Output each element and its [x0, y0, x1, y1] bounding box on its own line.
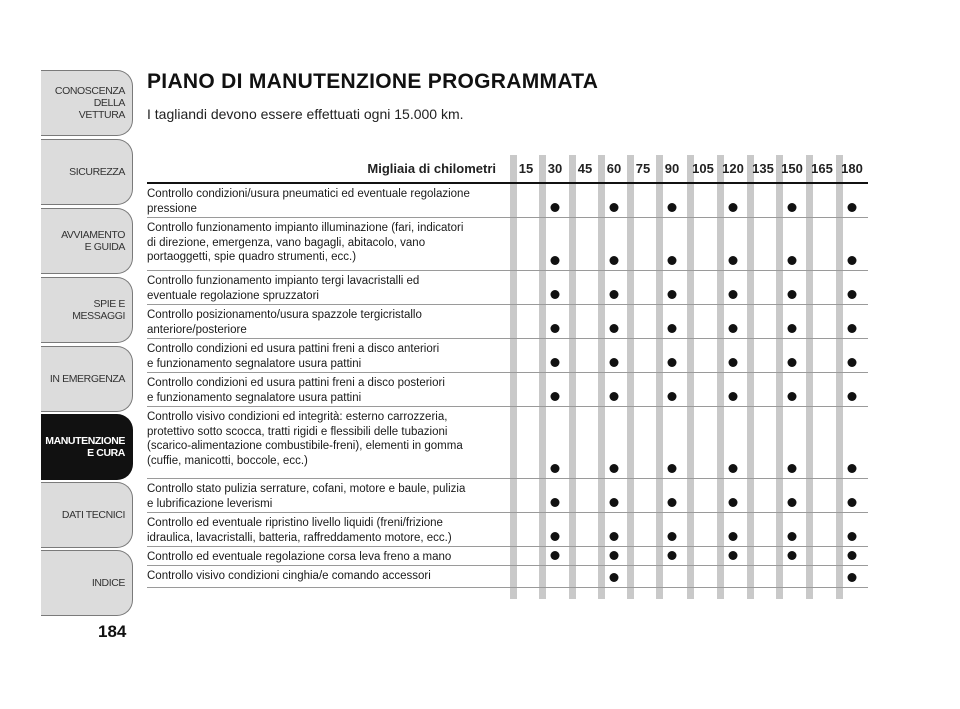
row-operation-text: Controllo stato pulizia serrature, cofani, motore e baule, pulizia e lubrificazione leverismi [147, 483, 466, 510]
check-dot [610, 358, 619, 367]
table-row [147, 407, 868, 479]
check-dot [848, 392, 857, 401]
row-operation-text: Controllo ed eventuale ripristino livello liquidi (freni/frizione idraulica, lavacristalli, batteria, raffreddamento motore, ecc.) [147, 517, 452, 544]
check-dot [551, 532, 560, 541]
check-dot [788, 392, 797, 401]
chapter-tab[interactable]: AVVIAMENTO E GUIDA [41, 208, 133, 274]
table-row [147, 339, 868, 373]
check-dot [551, 358, 560, 367]
chapter-tab[interactable]: SPIE E MESSAGGI [41, 277, 133, 343]
check-dot [729, 290, 738, 299]
check-dot [848, 324, 857, 333]
check-dot [610, 573, 619, 582]
check-dot [848, 358, 857, 367]
km-column-label: 75 [635, 161, 651, 176]
row-operation-text: Controllo condizioni ed usura pattini freni a disco anteriori e funzionamento segnalatore usura pattini [147, 343, 440, 370]
check-dot [729, 392, 738, 401]
page-number: 184 [98, 622, 127, 641]
chapter-tab[interactable]: DATI TECNICI [41, 482, 133, 548]
check-dot [610, 551, 619, 560]
check-dot [668, 498, 677, 507]
check-dot [551, 392, 560, 401]
check-dot [668, 358, 677, 367]
check-dot [848, 532, 857, 541]
check-dot [729, 324, 738, 333]
check-dot [668, 551, 677, 560]
row-operation-text: Controllo condizioni/usura pneumatici ed eventuale regolazione pressione [147, 188, 470, 215]
check-dot [610, 290, 619, 299]
table-row [147, 513, 868, 547]
table-row [147, 305, 868, 339]
check-dot [848, 464, 857, 473]
row-operation-text: Controllo funzionamento impianto tergi lavacristalli ed eventuale regolazione spruzzatori [147, 275, 420, 302]
km-header-label: Migliaia di chilometri [367, 161, 496, 176]
check-dot [668, 464, 677, 473]
check-dot [610, 324, 619, 333]
check-dot [668, 392, 677, 401]
check-dot [848, 498, 857, 507]
check-dot [788, 358, 797, 367]
check-dot [551, 324, 560, 333]
km-column-label: 90 [664, 161, 680, 176]
check-dot [788, 464, 797, 473]
check-dot [848, 573, 857, 582]
check-dot [551, 498, 560, 507]
page-title: PIANO DI MANUTENZIONE PROGRAMMATA [147, 70, 599, 93]
check-dot [788, 256, 797, 265]
check-dot [610, 498, 619, 507]
km-column-label: 180 [841, 161, 863, 176]
table-row [147, 479, 868, 513]
row-operation-text: Controllo condizioni ed usura pattini freni a disco posteriori e funzionamento segnalatore usura pattini [147, 377, 445, 404]
check-dot [788, 203, 797, 212]
check-dot [788, 532, 797, 541]
check-dot [551, 256, 560, 265]
check-dot [729, 498, 738, 507]
maintenance-table [147, 155, 868, 588]
check-dot [610, 464, 619, 473]
page-subtitle: I tagliandi devono essere effettuati ogni 15.000 km. [147, 106, 464, 122]
check-dot [610, 203, 619, 212]
check-dot [729, 256, 738, 265]
chapter-tab[interactable]: INDICE [41, 550, 133, 616]
check-dot [551, 203, 560, 212]
table-row [147, 271, 868, 305]
check-dot [668, 290, 677, 299]
table-row [147, 547, 868, 566]
check-dot [610, 392, 619, 401]
check-dot [610, 532, 619, 541]
check-dot [729, 532, 738, 541]
table-row [147, 184, 868, 218]
table-body [147, 184, 868, 588]
check-dot [551, 290, 560, 299]
km-column-label: 150 [781, 161, 803, 176]
check-dot [551, 464, 560, 473]
km-column-label: 60 [606, 161, 622, 176]
row-operation-text: Controllo funzionamento impianto illuminazione (fari, indicatori di direzione, emergenza, vano bagagli, abitacolo, vano portaoggetti, spie quadro strumenti, ecc.) [147, 222, 464, 263]
km-column-label: 30 [547, 161, 563, 176]
check-dot [788, 551, 797, 560]
check-dot [729, 551, 738, 560]
row-operation-text: Controllo visivo condizioni cinghia/e comando accessori [147, 570, 431, 582]
check-dot [848, 203, 857, 212]
check-dot [848, 551, 857, 560]
row-operation-text: Controllo ed eventuale regolazione corsa leva freno a mano [147, 551, 452, 563]
check-dot [848, 256, 857, 265]
km-column-label: 15 [518, 161, 534, 176]
table-row [147, 373, 868, 407]
check-dot [848, 290, 857, 299]
chapter-tab[interactable]: SICUREZZA [41, 139, 133, 205]
km-column-label: 135 [752, 161, 774, 176]
check-dot [610, 256, 619, 265]
check-dot [788, 324, 797, 333]
table-row [147, 218, 868, 271]
row-operation-text: Controllo posizionamento/usura spazzole tergicristallo anteriore/posteriore [147, 309, 422, 336]
chapter-tab[interactable]: IN EMERGENZA [41, 346, 133, 412]
check-dot [729, 464, 738, 473]
check-dot [668, 203, 677, 212]
check-dot [788, 290, 797, 299]
check-dot [729, 358, 738, 367]
check-dot [668, 256, 677, 265]
table-row [147, 566, 868, 588]
km-column-label: 45 [577, 161, 593, 176]
check-dot [729, 203, 738, 212]
check-dot [668, 324, 677, 333]
km-column-label: 165 [811, 161, 833, 176]
check-dot [788, 498, 797, 507]
chapter-tab[interactable]: CONOSCENZA DELLA VETTURA [41, 70, 133, 136]
chapter-tab[interactable]: MANUTENZIONE E CURA [41, 414, 133, 480]
check-dot [668, 532, 677, 541]
km-column-label: 120 [722, 161, 744, 176]
row-operation-text: Controllo visivo condizioni ed integrità: esterno carrozzeria, protettivo sotto scocca, tratti rigidi e flessibili delle tubazioni (scarico-alimentazione combustibile-freni), elementi in gomma (cuffie, manicotti, boccole, ecc.) [147, 411, 463, 467]
table-header [147, 155, 868, 184]
km-column-label: 105 [692, 161, 714, 176]
check-dot [551, 551, 560, 560]
